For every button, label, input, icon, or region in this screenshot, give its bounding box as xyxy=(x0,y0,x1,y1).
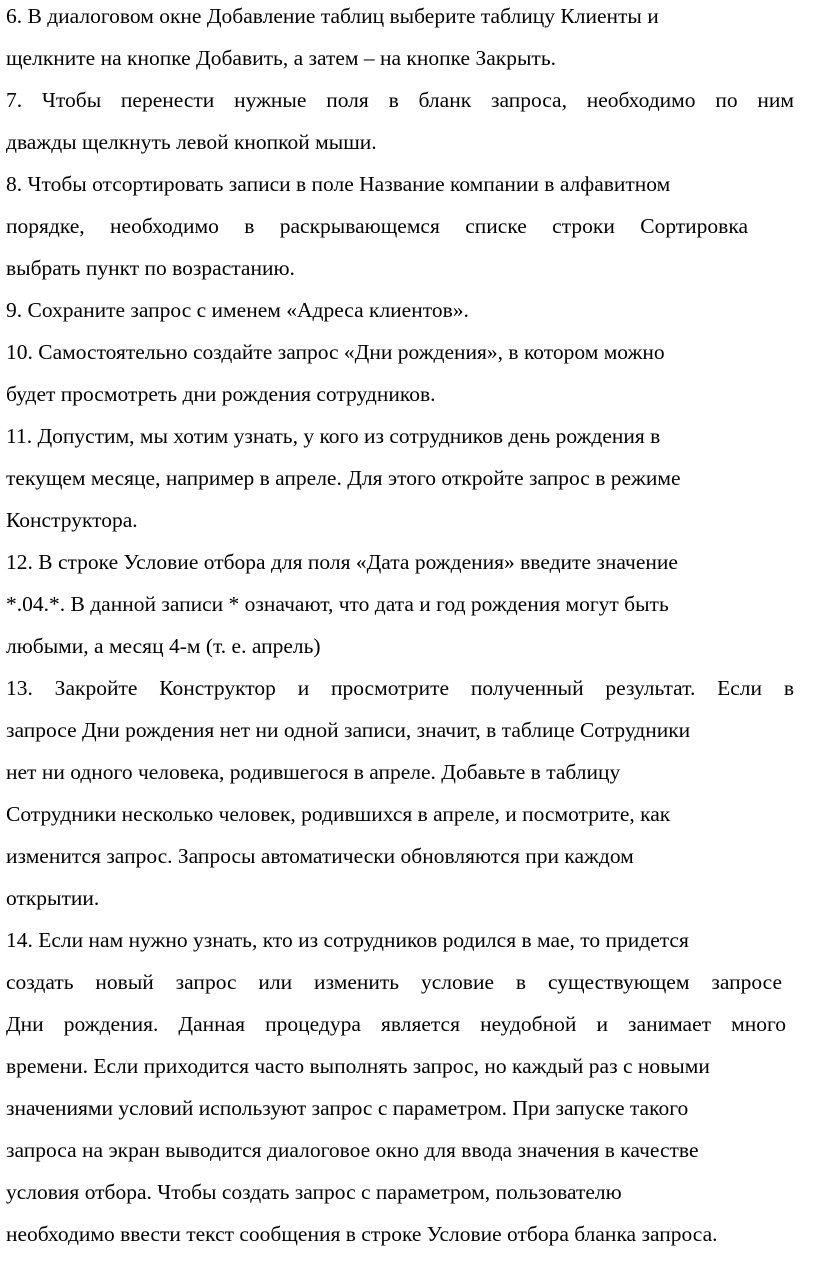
text-line: порядке, необходимо в раскрывающемся списке строки Сортировка xyxy=(6,214,748,238)
text-line: 6. В диалоговом окне Добавление таблиц выберите таблицу Клиенты и xyxy=(6,4,659,28)
text-line: текущем месяце, например в апреле. Для этого откройте запрос в режиме xyxy=(6,466,681,490)
text-line: 14. Если нам нужно узнать, кто из сотрудников родился в мае, то придется xyxy=(6,928,689,952)
text-line: щелкните на кнопке Добавить, а затем – на кнопке Закрыть. xyxy=(6,46,556,70)
text-line: открытии. xyxy=(6,886,100,910)
text-line: Дни рождения. Данная процедура является неудобной и занимает много xyxy=(6,1012,786,1036)
text-line: значениями условий используют запрос с параметром. При запуске такого xyxy=(6,1096,689,1120)
text-line: *.04.*. В данной записи * означают, что дата и год рождения могут быть xyxy=(6,592,669,616)
text-line: 9. Сохраните запрос с именем «Адреса клиентов». xyxy=(6,298,469,322)
text-line: запроса на экран выводится диалоговое окно для ввода значения в качестве xyxy=(6,1138,699,1162)
text-line: 11. Допустим, мы хотим узнать, у кого из сотрудников день рождения в xyxy=(6,424,661,448)
text-line: дважды щелкнуть левой кнопкой мыши. xyxy=(6,130,377,154)
text-line: выбрать пункт по возрастанию. xyxy=(6,256,295,280)
text-line: 13. Закройте Конструктор и просмотрите полученный результат. Если в xyxy=(6,676,794,700)
text-line: 7. Чтобы перенести нужные поля в бланк запроса, необходимо по ним xyxy=(6,88,794,112)
text-line: нет ни одного человека, родившегося в апреле. Добавьте в таблицу xyxy=(6,760,621,784)
text-line: изменится запрос. Запросы автоматически обновляются при каждом xyxy=(6,844,634,868)
text-line: необходимо ввести текст сообщения в строке Условие отбора бланка запроса. xyxy=(6,1222,718,1246)
text-line: 8. Чтобы отсортировать записи в поле Название компании в алфавитном xyxy=(6,172,671,196)
text-line: Сотрудники несколько человек, родившихся в апреле, и посмотрите, как xyxy=(6,802,671,826)
text-line: времени. Если приходится часто выполнять запрос, но каждый раз с новыми xyxy=(6,1054,710,1078)
text-line: любыми, а месяц 4-м (т. е. апрель) xyxy=(6,634,321,658)
text-line: 12. В строке Условие отбора для поля «Дата рождения» введите значение xyxy=(6,550,678,574)
text-line: создать новый запрос или изменить условие в существующем запросе xyxy=(6,970,782,994)
text-line: условия отбора. Чтобы создать запрос с параметром, пользователю xyxy=(6,1180,622,1204)
text-line: 10. Самостоятельно создайте запрос «Дни рождения», в котором можно xyxy=(6,340,665,364)
text-line: Конструктора. xyxy=(6,508,138,532)
text-line: запросе Дни рождения нет ни одной записи, значит, в таблице Сотрудники xyxy=(6,718,691,742)
text-line: будет просмотреть дни рождения сотрудников. xyxy=(6,382,436,406)
